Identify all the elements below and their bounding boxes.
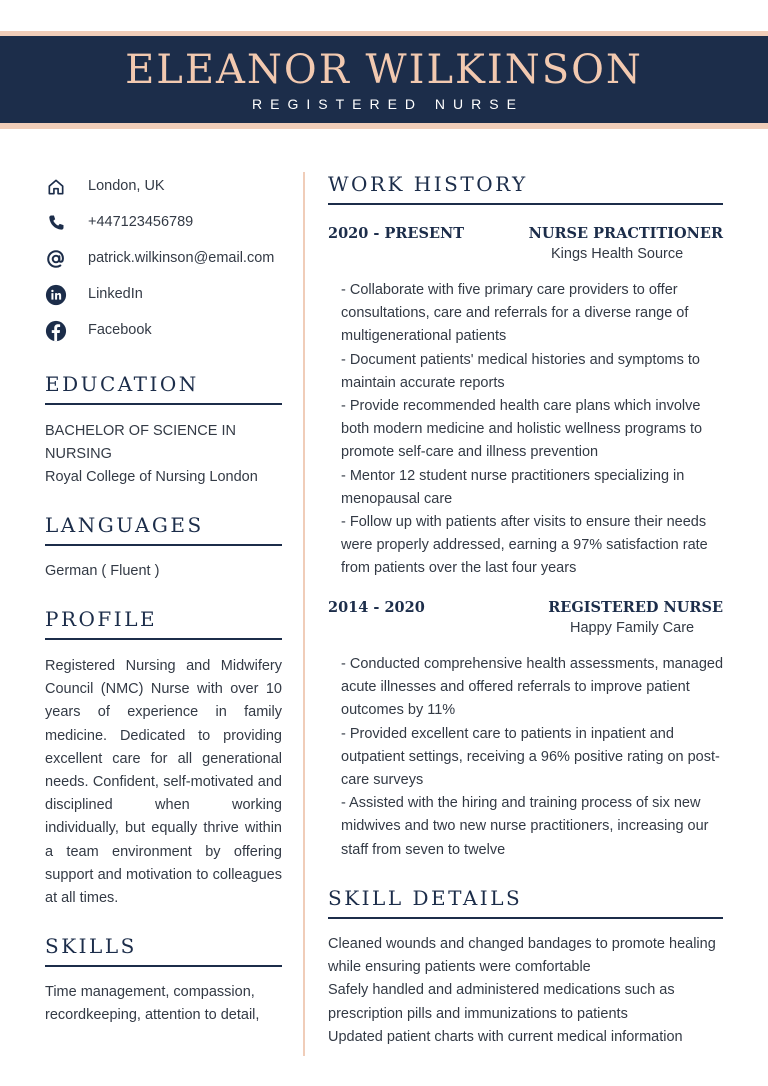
- work-history-heading: WORK HISTORY: [328, 171, 723, 205]
- contact-phone[interactable]: [45, 210, 194, 236]
- column-divider: [303, 172, 305, 1056]
- job-2-title: REGISTERED NURSE: [548, 599, 723, 616]
- contact-location: [45, 174, 165, 200]
- contact-linkedin[interactable]: [45, 282, 143, 308]
- education-degree: BACHELOR OF SCIENCE IN NURSING: [45, 423, 236, 463]
- job-2-dates: 2014 - 2020: [328, 599, 425, 616]
- linkedin-icon: [45, 284, 67, 306]
- contact-phone-text: +447123456789: [88, 214, 194, 230]
- list-item: - Provided excellent care to patients in inpatient and outpatient settings, receiving a 96% positive rating on post-care surveys: [341, 725, 720, 789]
- candidate-name: ELEANOR WILKINSON: [125, 47, 643, 93]
- list-item: Safely handled and administered medications such as prescription pills and immunizations to patients: [328, 982, 675, 1022]
- list-item: - Mentor 12 student nurse practitioners specializing in menopausal care: [341, 467, 685, 507]
- list-item: - Follow up with patients after visits to ensure their needs were properly addressed, earning a 97% satisfaction rate from patients over the last four years: [341, 514, 708, 577]
- skill-details-heading: SKILL DETAILS: [328, 885, 723, 919]
- list-item: Cleaned wounds and changed bandages to promote healing while ensuring patients were comfortable: [328, 936, 716, 976]
- job-1-title: NURSE PRACTITIONER: [528, 225, 723, 242]
- job-1-bullets: [341, 279, 726, 581]
- contact-facebook-text: Facebook: [88, 322, 152, 338]
- contact-email[interactable]: [45, 246, 275, 272]
- contact-email-text: patrick.wilkinson@email.com: [88, 250, 275, 266]
- list-item: - Provide recommended health care plans which involve both modern medicine and holistic wellness programs to promote self-care and illness prevention: [341, 398, 703, 461]
- languages-heading: LANGUAGES: [45, 512, 282, 546]
- contact-linkedin-text: LinkedIn: [88, 286, 143, 302]
- header-banner: [0, 36, 768, 123]
- facebook-icon: [45, 320, 67, 342]
- job-1-dates: 2020 - PRESENT: [328, 225, 465, 242]
- list-item: - Collaborate with five primary care providers to offer consultations, care and referrals for a diverse range of multigenerational patients: [341, 282, 689, 345]
- profile-summary: Registered Nursing and Midwifery Council (NMC) Nurse with over 10 years of experience in family medicine. Dedicated to providing excellent care for all generational needs. Confident, self-motivated and disciplined when working individually, but equally thrive within a team environment by offering support and motivation to colleagues at all times.: [45, 658, 282, 907]
- list-item: - Document patients' medical histories and symptoms to maintain accurate reports: [341, 351, 700, 391]
- contact-facebook[interactable]: [45, 318, 152, 344]
- education-school: Royal College of Nursing London: [45, 469, 258, 485]
- job-2-bullets: [341, 653, 726, 862]
- skill-details-list: [328, 933, 718, 1049]
- candidate-role: REGISTERED NURSE: [252, 96, 524, 112]
- language-item: German ( Fluent ): [45, 563, 160, 579]
- list-item: Updated patient charts with current medical information: [328, 1028, 683, 1045]
- profile-heading: PROFILE: [45, 606, 282, 640]
- list-item: - Conducted comprehensive health assessments, managed acute illnesses and offered referrals to improve patient outcomes by 11%: [341, 656, 724, 719]
- list-item: - Assisted with the hiring and training process of six new midwives and two new nurse practitioners, increasing our staff from seven to twelve: [341, 795, 709, 858]
- skills-heading: SKILLS: [45, 933, 282, 967]
- education-heading: EDUCATION: [45, 371, 282, 405]
- job-1-company: Kings Health Source: [551, 246, 684, 262]
- job-2-company: Happy Family Care: [570, 620, 695, 636]
- header-accent-bottom: [0, 123, 768, 129]
- skills-text: Time management, compassion, recordkeeping, attention to detail,: [45, 984, 260, 1024]
- at-icon: [45, 248, 67, 270]
- phone-icon: [45, 212, 67, 234]
- home-icon: [45, 176, 67, 198]
- contact-location-text: London, UK: [88, 178, 165, 194]
